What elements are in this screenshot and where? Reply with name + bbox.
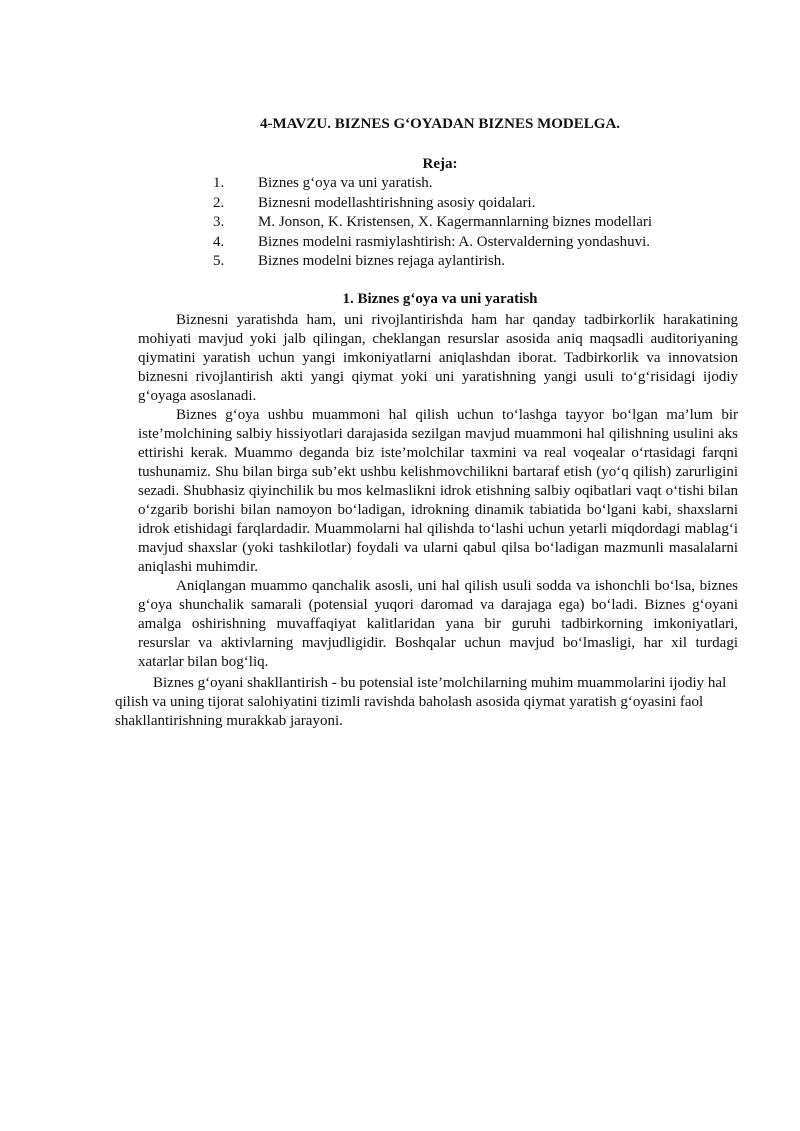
body-paragraph: Aniqlangan muammo qanchalik asosli, uni hal qilish usuli sodda va ishonchli bo‘lsa, biznes g‘oya shunchalik samarali (potensial yuqori daromad va darajaga ega) bo‘ladi. Biznes g‘oyani amalga oshirishning muvaffaqiyat kalitlaridan yana bir guruhi tadbirkorning imkoniyatlari, resurslar va aktivlarning mavjudligidir. Boshqalar uchun mavjud bo‘lmasligi, har xil turdagi xatarlar bilan bog‘liq. — [138, 578, 738, 670]
plan-item-text: Biznesni modellashtirishning asosiy qoidalari. — [258, 194, 536, 211]
plan-item — [213, 252, 733, 272]
plan-item-number: 4. — [213, 233, 225, 250]
document-title: 4-MAVZU. BIZNES G‘OYADAN BIZNES MODELGA. — [259, 116, 621, 132]
plan-item-number: 1. — [213, 175, 225, 191]
body-paragraph: Biznes g‘oya ushbu muammoni hal qilish uchun to‘lashga tayyor bo‘lgan ma’lum bir iste’molchining salbiy hissiyotlari darajasida sezilgan mavjud muammoni hal qilishning usulini aks ettirishi kerak. Muammo deganda biz iste’molchilar taxmini va real voqealar o‘rtasidagi farqni tushunamiz. Shu bilan birga sub’ekt ushbu kelishmovchilikni bartaraf etish (yo‘q qilish) zarurligini sezadi. Shubhasiz qiyinchilik bu mos kelmaslikni idrok etishning salbiy oqibatlari vaqt o‘tishi bilan o‘zgarib borishi bilan namoyon bo‘ladigan, idrokning dinamik tabiatida bo‘lgani kabi, shaxslarni idrok etishidagi farqlardadir. Muammolarni hal qilishda to‘lashi uchun yetarli miqdordagi mablag‘i mavjud shaxslar (yoki tashkilotlar) foydali va ularni qabul qilsa bo‘ladigan mazmunli masalalarni aniqlashi muhimdir. — [138, 407, 738, 575]
plan-item-number: 5. — [213, 253, 225, 270]
plan-item — [213, 174, 733, 194]
plan-item — [213, 194, 733, 214]
final-paragraph: Biznes g‘oyani shakllantirish - bu potensial iste’molchilarning muhim muammolarini ijodiy hal qilish va uning tijorat salohiyatini tizimli ravishda baholash asosida qiymat yaratish g‘oyasini faol shakllantirishning murakkab jarayoni. — [115, 675, 727, 729]
plan-item-text: Biznes g‘oya va uni yaratish. — [258, 175, 433, 191]
plan-item — [213, 233, 733, 253]
plan-item-number: 2. — [213, 194, 225, 211]
plan-item-text: Biznes modelni biznes rejaga aylantirish. — [258, 253, 506, 270]
final-section — [115, 674, 737, 731]
plan-heading: Reja: — [422, 156, 458, 172]
section-body — [138, 311, 738, 672]
body-paragraph: Biznesni yaratishda ham, uni rivojlantirishda ham har qanday tadbirkorlik harakatining mohiyati mavjud yoki jalb qilingan, cheklangan resurslar asosida aniq maqsadli auditoriyaning qiymatini yaratish uchun yangi imkoniyatlarni aniqlashdan iborat. Tadbirkorlik va innovatsion biznesni rivojlantirish akti yangi qiymat yoki uni yaratishning yangi usuli to‘g‘risidagi ijodiy g‘oyaga asoslanadi. — [138, 312, 738, 404]
plan-item-text: M. Jonson, K. Kristensen, X. Kagermannlarning biznes modellari — [258, 214, 653, 231]
plan-item — [213, 213, 733, 233]
plan-list — [213, 174, 733, 272]
section-heading: 1. Biznes g‘oya va uni yaratish — [342, 291, 538, 307]
plan-item-number: 3. — [213, 214, 225, 231]
plan-item-text: Biznes modelni rasmiylashtirish: A. Ostervalderning yondashuvi. — [258, 233, 651, 250]
